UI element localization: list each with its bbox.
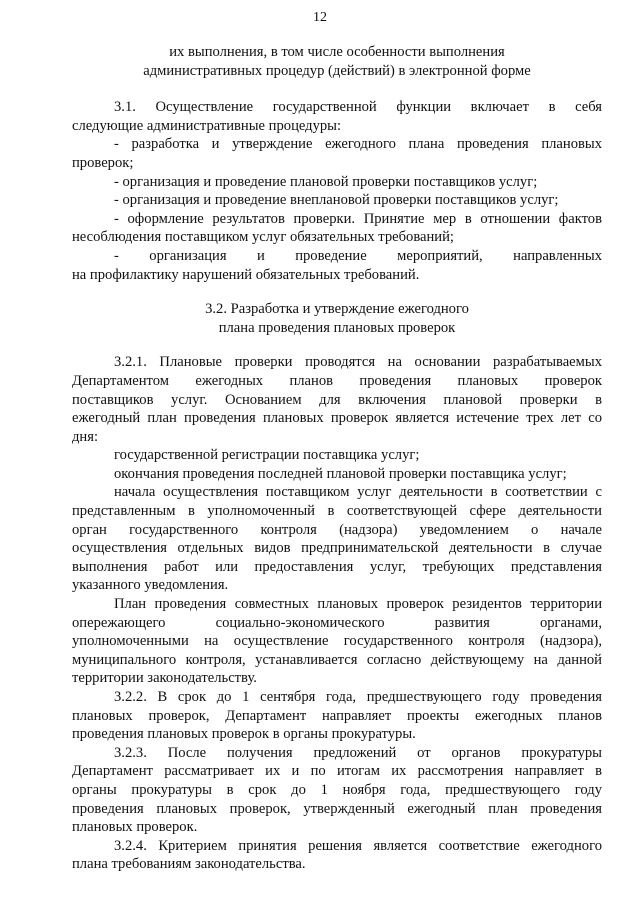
text-line: проведения плановых проверок в органы прокуратуры. — [72, 726, 416, 743]
text-line: проверок; — [72, 154, 134, 171]
text-line: орган государственного контроля (надзора) уведомлением о начале — [72, 521, 602, 538]
text-line: поставщиков услуг. Основанием для включения плановой проверки в — [72, 391, 602, 408]
section-heading-line: административных процедур (действий) в электронной форме — [143, 62, 531, 79]
text-line: органы прокуратуры в срок до 1 ноября года, предшествующего году — [72, 781, 602, 798]
text-line: 3.1. Осуществление государственной функции включает в себя — [114, 99, 602, 116]
text-line: осуществления отдельных видов предпринимательской деятельности в случае — [72, 540, 602, 557]
list-item: - разработка и утверждение ежегодного плана проведения плановых — [114, 136, 602, 153]
text-line: плановых проверок. — [72, 819, 198, 836]
text-line: несоблюдения поставщиком услуг обязательных требований; — [72, 229, 454, 246]
text-line: План проведения совместных плановых проверок резидентов территории — [114, 596, 602, 613]
text-line: следующие административные процедуры: — [72, 117, 342, 134]
text-line: уполномоченными на осуществление государственного контроля (надзора), — [72, 633, 602, 650]
list-item: окончания проведения последней плановой проверки поставщика услуг; — [114, 465, 567, 482]
text-line: дня: — [72, 428, 99, 445]
document-body — [72, 43, 602, 874]
section-3-2-4 — [72, 837, 602, 874]
text-line: на профилактику нарушений обязательных требований. — [72, 266, 420, 283]
text-line: указанного уведомления. — [72, 577, 229, 594]
section-3-1 — [72, 98, 602, 284]
text-line: территории законодательству. — [72, 670, 257, 687]
text-line: Департаментом ежегодных планов проведения плановых проверок — [72, 372, 602, 389]
list-item: начала осуществления поставщиком услуг деятельности в соответствии с — [114, 484, 602, 501]
section-3-2-1 — [72, 353, 602, 688]
section-3-2-2 — [72, 688, 602, 744]
list-item: - оформление результатов проверки. Принятие мер в отношении фактов — [114, 210, 602, 227]
list-item: государственной регистрации поставщика услуг; — [114, 447, 420, 464]
section-heading-line: их выполнения, в том числе особенности выполнения — [169, 44, 505, 60]
section-3-2-3 — [72, 744, 602, 837]
list-item: - организация и проведение плановой проверки поставщиков услуг; — [114, 173, 538, 190]
subsection-heading-line: 3.2. Разработка и утверждение ежегодного — [205, 301, 469, 318]
list-item: - организация и проведение внеплановой проверки поставщиков услуг; — [114, 192, 559, 209]
text-line: 3.2.1. Плановые проверки проводятся на основании разрабатываемых — [114, 354, 602, 371]
text-line: опережающего социально-экономического развития органами, — [72, 614, 602, 631]
text-line: выполнения работ или предоставления услуг, требующих представления — [72, 558, 602, 575]
text-line: 3.2.4. Критерием принятия решения является соответствие ежегодного — [114, 837, 602, 854]
text-line: проведения плановых проверок, утвержденный ежегодный план проведения — [72, 800, 602, 817]
text-line: плановых проверок, Департамент направляет проекты ежегодных планов — [72, 707, 602, 724]
text-line: 3.2.2. В срок до 1 сентября года, предшествующего году проведения — [114, 689, 602, 705]
page-number: 12 — [313, 10, 327, 25]
text-line: Департамент рассматривает их и по итогам их рассмотрения направляет в — [72, 763, 602, 780]
text-line: 3.2.3. После получения предложений от органов прокуратуры — [114, 744, 602, 761]
subsection-heading-line: плана проведения плановых проверок — [218, 319, 456, 336]
text-line: представленным в уполномоченный в соответствующей сфере деятельности — [72, 503, 602, 520]
text-line: плана требованиям законодательства. — [72, 856, 306, 873]
text-line: муниципального контроля, устанавливается согласно действующему на данной — [72, 651, 602, 668]
text-line: ежегодный план проведения плановых проверок является истечение трех лет со — [72, 410, 602, 427]
list-item: - организация и проведение мероприятий, направленных — [114, 247, 602, 264]
